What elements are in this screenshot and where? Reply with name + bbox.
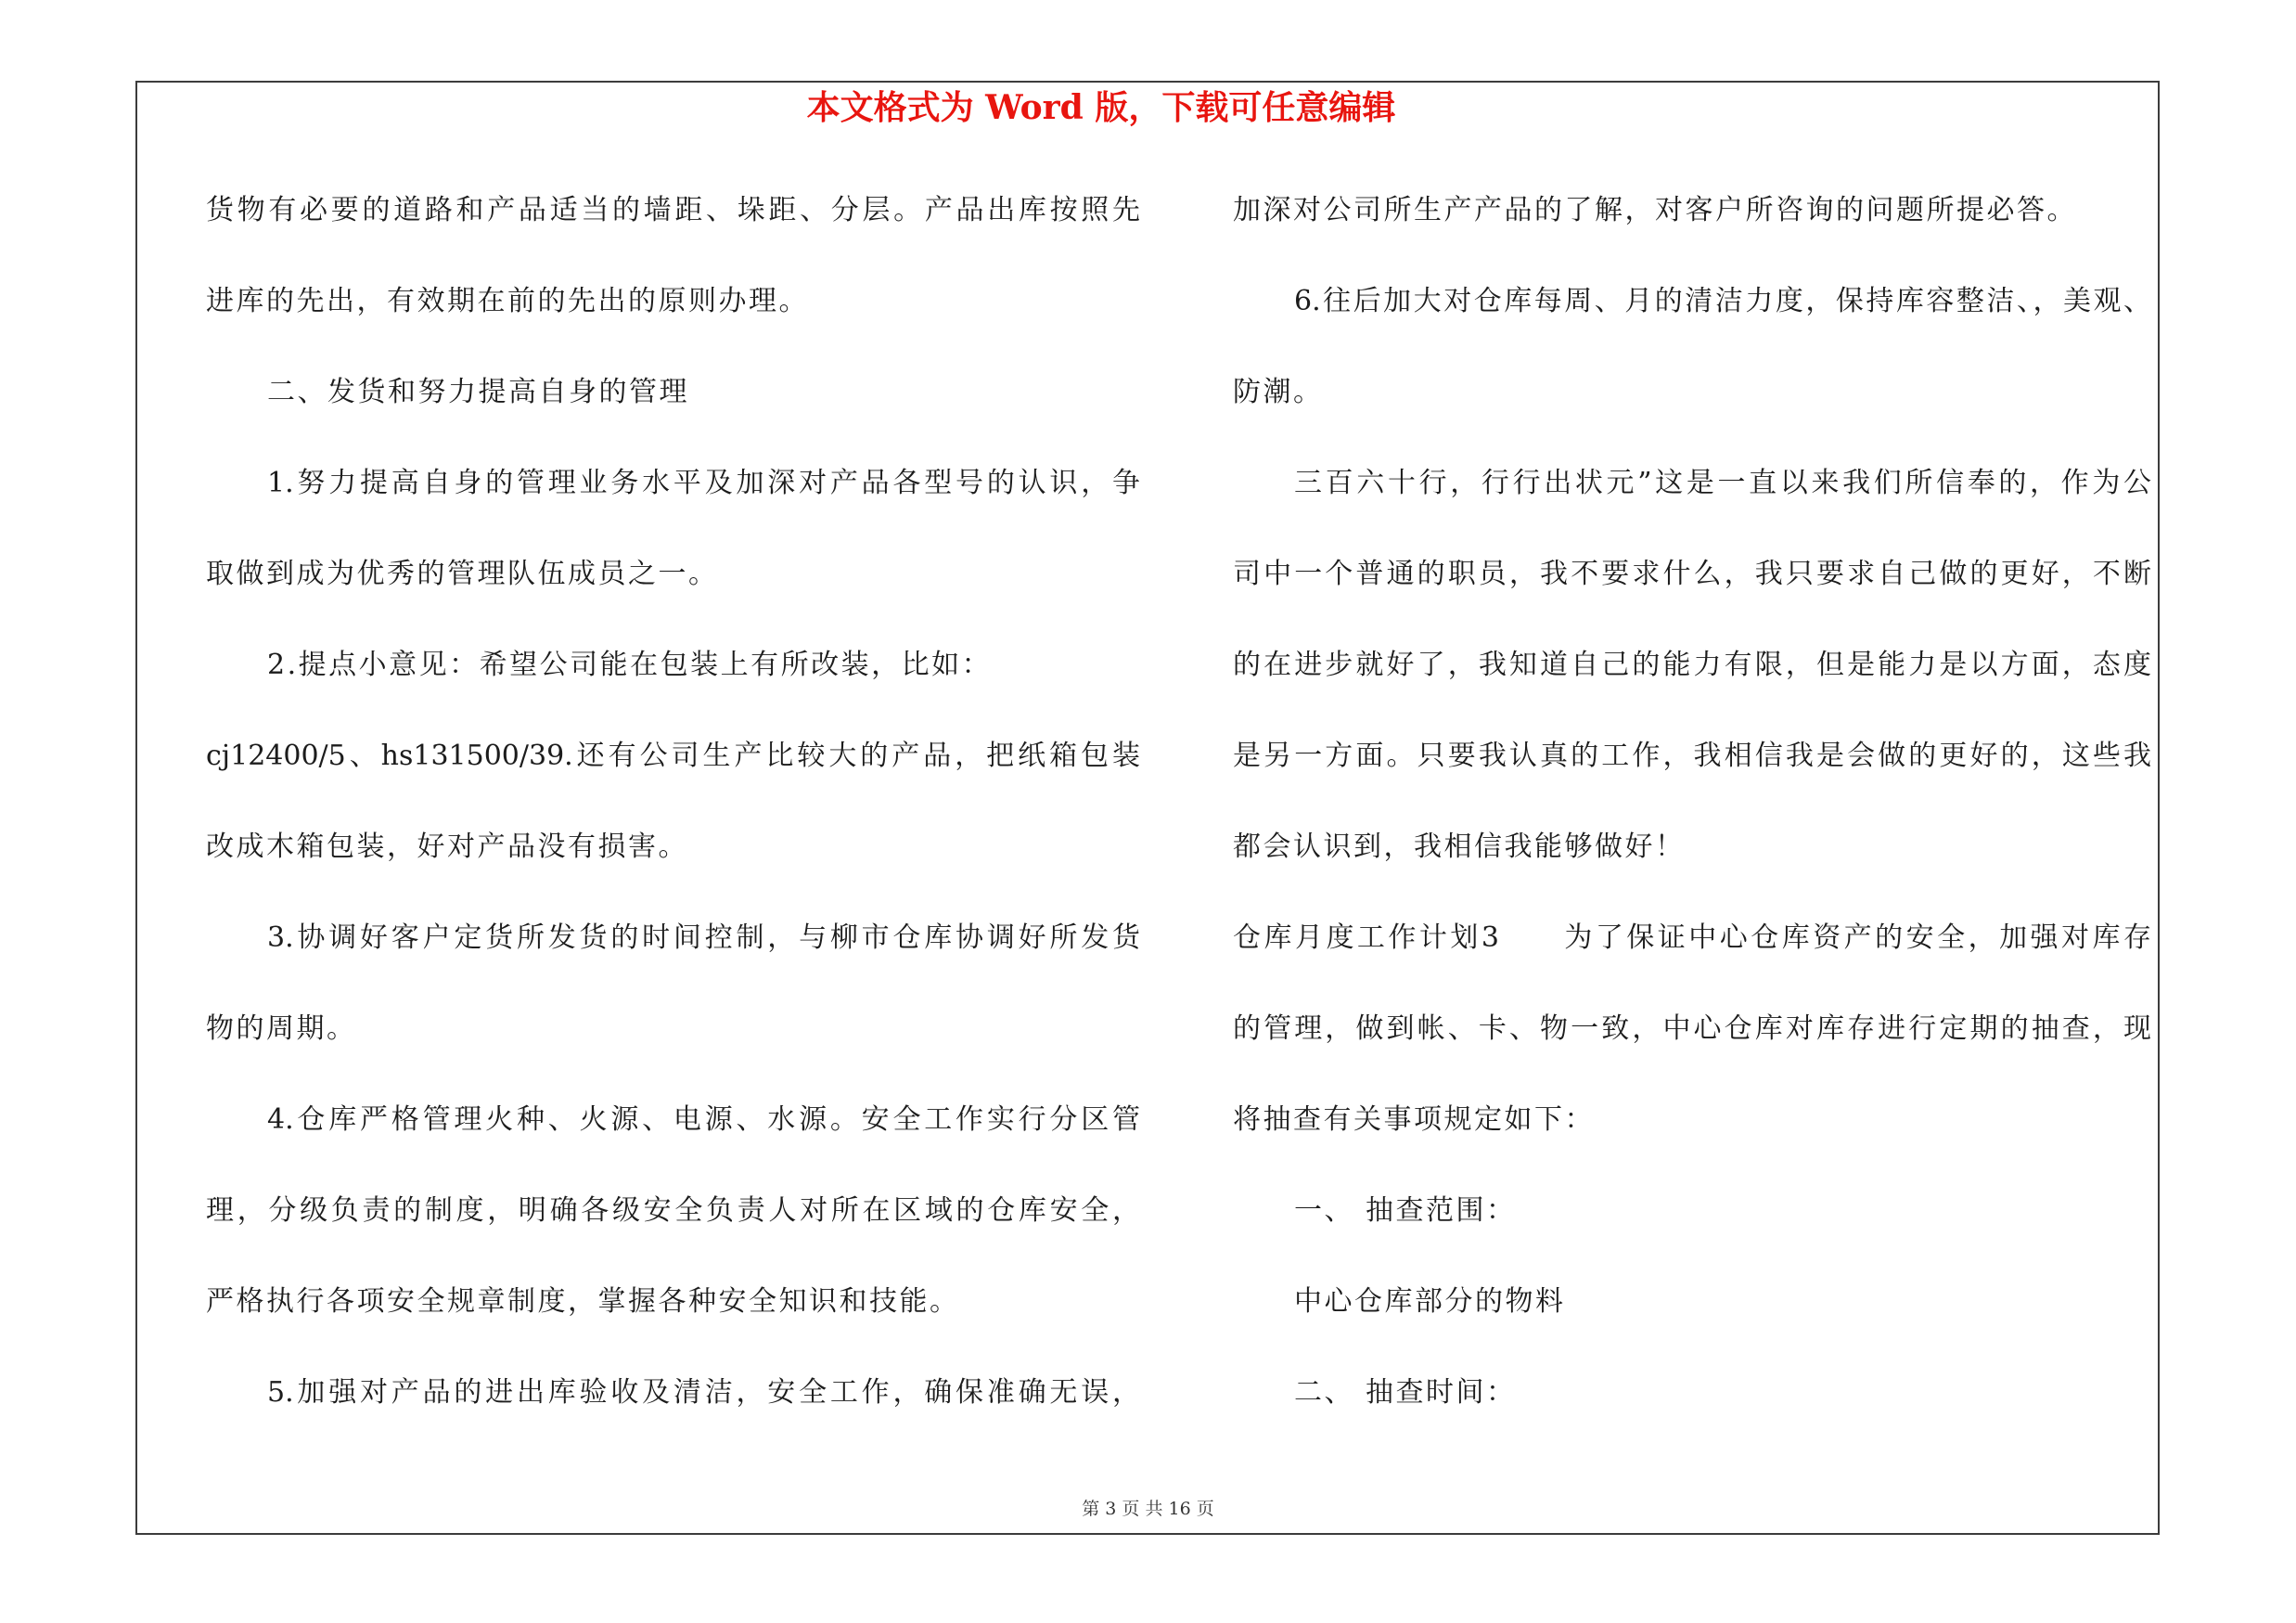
text-line: 一、 抽查范围： xyxy=(1294,1194,1517,1227)
text-line: 2.提点小意见：希望公司能在包装上有所改装，比如： xyxy=(267,649,993,681)
right-column xyxy=(1233,165,2151,1438)
plan-title-paragraph xyxy=(1233,893,2151,1166)
list-item-3 xyxy=(206,893,1140,1075)
list-item-1 xyxy=(206,438,1140,620)
text-line: 是另一方面。只要我认真的工作，我相信我是会做的更好的，这些我 xyxy=(1233,740,2151,772)
subheading-time xyxy=(1233,1347,2151,1438)
text-line: 理，分级负责的制度，明确各级安全负责人对所在区域的仓库安全， xyxy=(206,1194,1140,1227)
text-line: cj12400/5、hs131500/39.还有公司生产比较大的产品，把纸箱包装 xyxy=(206,740,1140,772)
text-line: 物的周期。 xyxy=(206,1012,357,1045)
paragraph-continued xyxy=(206,165,1140,347)
list-item-6 xyxy=(1233,256,2151,438)
text-line: 1.努力提高自身的管理业务水平及加深对产品各型号的认识，争 xyxy=(267,467,1140,499)
list-item-5 xyxy=(206,1347,1140,1438)
text-line: 货物有必要的道路和产品适当的墙距、垛距、分层。产品出库按照先 xyxy=(206,194,1140,226)
text-line: 中心仓库部分的物料 xyxy=(1294,1285,1566,1318)
text-line: 6.往后加大对仓库每周、月的清洁力度，保持库容整洁、，美观、 xyxy=(1294,285,2151,317)
text-line: 的在进步就好了，我知道自己的能力有限，但是能力是以方面，态度 xyxy=(1233,649,2151,681)
text-line: 4.仓库严格管理火种、火源、电源、水源。安全工作实行分区管 xyxy=(267,1103,1140,1136)
section-heading xyxy=(206,347,1140,438)
text-line: 的管理，做到帐、卡、物一致，中心仓库对库存进行定期的抽查，现 xyxy=(1233,1012,2151,1045)
text-line: 二、发货和努力提高自身的管理 xyxy=(267,376,689,408)
list-item-5-continued xyxy=(1233,165,2151,256)
text-line: 取做到成为优秀的管理队伍成员之一。 xyxy=(206,558,719,590)
motto-paragraph xyxy=(1233,438,2151,893)
page-number-footer: 第 3 页 共 16 页 xyxy=(1082,1499,1214,1519)
text-line: 3.协调好客户定货所发货的时间控制，与柳市仓库协调好所发货 xyxy=(267,921,1140,954)
text-line: 改成木箱包装，好对产品没有损害。 xyxy=(206,831,688,863)
text-line: 进库的先出，有效期在前的先出的原则办理。 xyxy=(206,285,809,317)
text-line: 都会认识到，我相信我能够做好！ xyxy=(1233,831,1686,863)
list-item-4 xyxy=(206,1075,1140,1347)
document-banner: 本文格式为 Word 版，下载可任意编辑 xyxy=(806,88,1396,127)
text-line: 加深对公司所生产产品的了解，对客户所咨询的问题所提必答。 xyxy=(1233,194,2077,226)
text-line: 5.加强对产品的进出库验收及清洁，安全工作，确保准确无误， xyxy=(267,1376,1140,1409)
text-line: 司中一个普通的职员，我不要求什么，我只要求自己做的更好，不断 xyxy=(1233,558,2151,590)
text-line: 防潮。 xyxy=(1233,376,1324,408)
text-line: 仓库月度工作计划3 为了保证中心仓库资产的安全，加强对库存 xyxy=(1233,921,2151,954)
left-column xyxy=(206,165,1140,1438)
list-item-2 xyxy=(206,620,1140,893)
scope-text xyxy=(1233,1256,2151,1347)
subheading-scope xyxy=(1233,1166,2151,1256)
text-line: 将抽查有关事项规定如下： xyxy=(1233,1103,1595,1136)
text-line: 三百六十行，行行出状元”这是一直以来我们所信奉的，作为公 xyxy=(1294,467,2151,499)
text-line: 严格执行各项安全规章制度，掌握各种安全知识和技能。 xyxy=(206,1285,960,1318)
text-line: 二、 抽查时间： xyxy=(1294,1376,1517,1409)
